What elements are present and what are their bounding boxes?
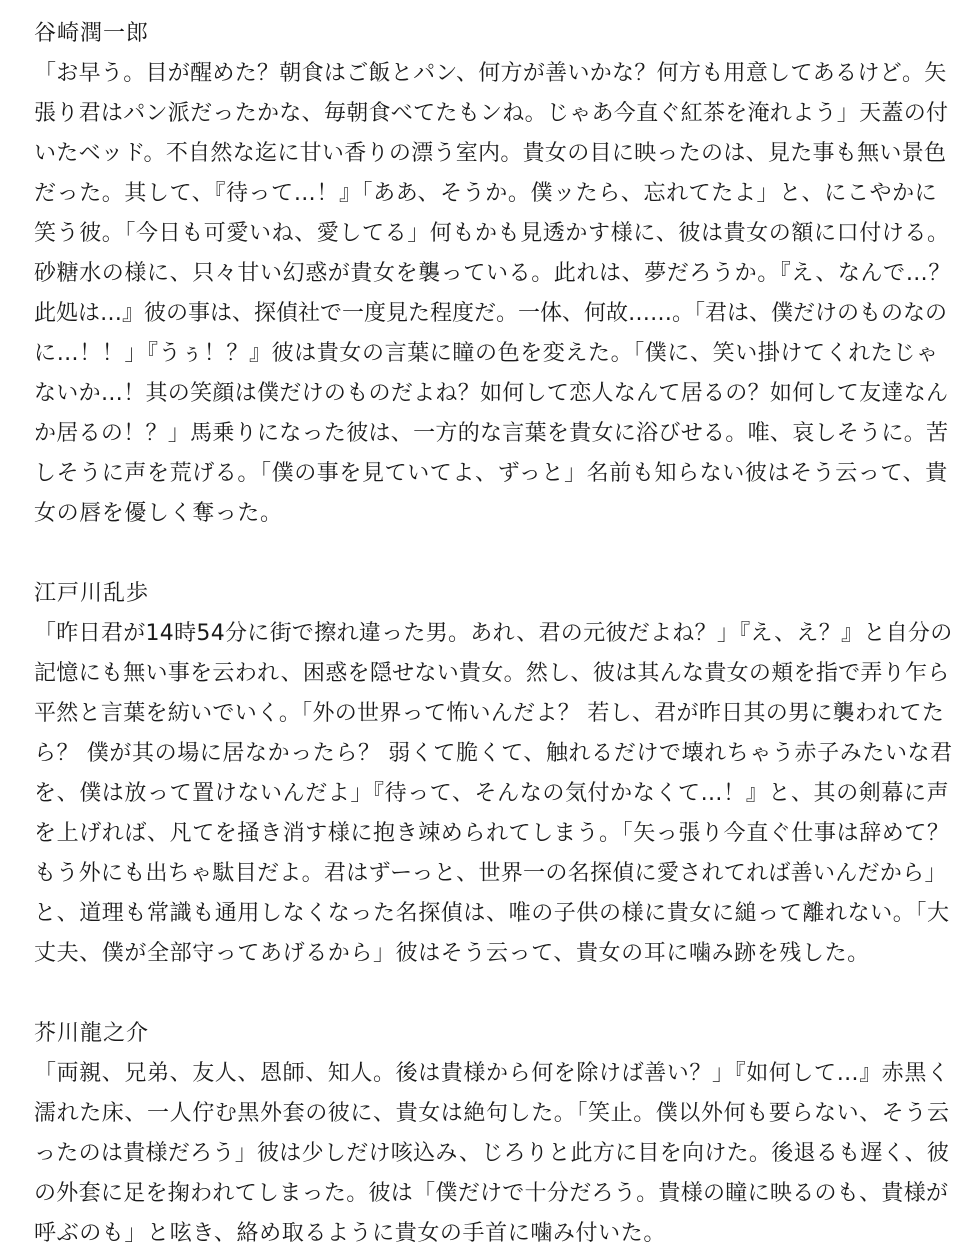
text-line: ら？ 僕が其の場に居なかったら？ 弱くて脆くて、触れるだけで壊れちゃう赤子みたいな君 [34,741,953,766]
text-line: ないか…！其の笑顔は僕だけのものだよね？如何して恋人なんて居るの？如何して友達なん [34,381,949,406]
text-line: と、道理も常識も通用しなくなった名探偵は、唯の子供の様に貴女に縋って離れない。「大 [34,901,950,926]
section-tanizaki [34,18,956,534]
section-akutagawa [34,1018,956,1254]
text-line: 丈夫、僕が全部守ってあげるから」彼はそう云って、貴女の耳に噛み跡を残した。 [34,941,870,966]
text-line: 此処は…』彼の事は、探偵社で一度見た程度だ。一体、何故……。「君は、僕だけのものなの [34,301,948,326]
text-line: 砂糖水の様に、只々甘い幻惑が貴女を襲っている。此れは、夢だろうか。『え、なんで…？ [34,261,951,286]
text-line: いたベッド。不自然な迄に甘い香りの漂う室内。貴女の目に映ったのは、見た事も無い景色 [34,141,947,166]
text-line: 「お早う。目が醒めた？朝食はご飯とパン、何方が善いかな？何方も用意してあるけど。矢 [34,61,947,86]
text-line: を上げれば、凡てを掻き消す様に抱き竦められてしまう。「矢っ張り今直ぐ仕事は辞めて？ [34,821,950,846]
text-line: 女の唇を優しく奪った。 [34,501,283,526]
section-title: 江戸川乱歩 [34,581,150,606]
text-line: だった。其して、『待って…！』「ああ、そうか。僕ッたら、忘れてたよ」と、にこやかに [34,181,938,206]
text-line: 濡れた床、一人佇む黒外套の彼に、貴女は絶句した。「笑止。僕以外何も要らない、そう云 [34,1101,950,1126]
text-line: 張り君はパン派だったかな、毎朝食べてたもンね。じゃあ今直ぐ紅茶を淹れよう」天蓋の付 [34,101,949,126]
text-line: か居るの！？」馬乗りになった彼は、一方的な言葉を貴女に浴びせる。唯、哀しそうに。苦 [34,421,949,446]
text-line: しそうに声を荒げる。「僕の事を見ていてよ、ずっと」名前も知らない彼はそう云って、貴 [34,461,948,486]
text-line: 呼ぶのも」と呟き、絡め取るように貴女の手首に噛み付いた。 [34,1221,666,1246]
section-body [34,614,956,974]
section-body [34,1054,956,1254]
text-line: の外套に足を掬われてしまった。彼は「僕だけで十分だろう。貴様の瞳に映るのも、貴様が [34,1181,949,1206]
text-line: 平然と言葉を紡いでいく。「外の世界って怖いんだよ？ 若し、君が昨日其の男に襲われてた [34,701,945,726]
section-title: 谷崎潤一郎 [34,21,150,46]
text-line: に…！！」『うぅ！？』彼は貴女の言葉に瞳の色を変えた。「僕に、笑い掛けてくれたじゃ [34,341,939,366]
text-line: ったのは貴様だろう」彼は少しだけ咳込み、じろりと此方に目を向けた。後退るも遅く、彼 [34,1141,950,1166]
text-line: 笑う彼。「今日も可愛いね、愛してる」何もかも見透かす様に、彼は貴女の額に口付ける。 [34,221,950,246]
text-line: を、僕は放って置けないんだよ」『待って、そんなの気付かなくて…！』と、其の剣幕に声 [34,781,950,806]
text-line: 記憶にも無い事を云われ、困惑を隠せない貴女。然し、彼は其んな貴女の頬を指で弄り乍ら [34,661,950,686]
section-title: 芥川龍之介 [34,1021,150,1046]
section-ranpo [34,578,956,974]
text-line: 「昨日君が14時54分に街で擦れ違った男。あれ、君の元彼だよね？」『え、え？』と自分の [34,621,953,646]
section-body [34,54,956,534]
text-line: もう外にも出ちゃ駄目だよ。君はずーっと、世界一の名探偵に愛されてれば善いんだから」 [34,861,947,886]
text-line: 「両親、兄弟、友人、恩師、知人。後は貴様から何を除けば善い？」『如何して…』赤黒く [34,1061,950,1086]
